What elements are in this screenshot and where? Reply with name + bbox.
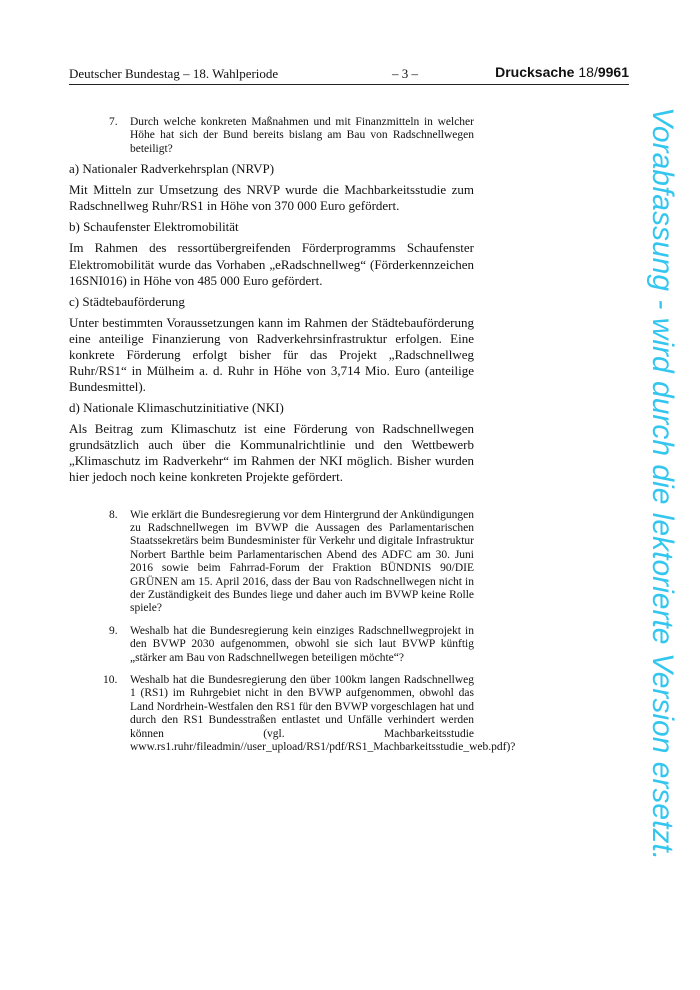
question-number: 7. [109, 116, 118, 128]
section-heading-d: d) Nationale Klimaschutzinitiative (NKI) [69, 400, 284, 416]
question-text: Durch welche konkreten Maßnahmen und mit Finanzmitteln in welcher Höhe hat sich der Bund bereits bislang am Bau von Radschnellwegen beteiligt? [130, 116, 474, 155]
question-text: Wie erklärt die Bundesregierung vor dem Hintergrund der Ankündigungen zu Radschnellwegen im BVWP die Aussagen des Parlamentarischen Staatssekretärs beim Bundesminister für Verkehr und digitale Infrastruktur Norbert Barthle beim Parlamentarischen Abend des ADFC am 30. Juni 2016 sowie beim Fahrrad-Forum der Fraktion BÜNDNIS 90/DIE GRÜNEN am 15. April 2016, dass der Bau von Radschnellwegen nicht in der Zuständigkeit des Bundes liege und daher auch im BVWP keine Rolle spiele? [130, 508, 474, 615]
header-publication: Deutscher Bundestag – 18. Wahlperiode [69, 66, 279, 81]
section-text-d: Als Beitrag zum Klimaschutz ist eine Förderung von Radschnellwegen grundsätzlich auch über die Kommunalrichtlinie und den Wettbewerb „Klimaschutz im Radverkehr“ im Rahmen der NKI möglich. Bisher wurden hier jedoch noch keine konkreten Projekte gefördert. [69, 421, 474, 485]
question-number: 9. [109, 624, 118, 637]
question-8 [69, 509, 474, 616]
section-heading-c: c) Städtebauförderung [69, 293, 185, 309]
header-document-id [495, 64, 629, 80]
document-body [69, 116, 516, 754]
page-header [69, 66, 629, 85]
header-doc-label: Drucksache [495, 64, 575, 80]
section-text-c: Unter bestimmten Voraussetzungen kann im Rahmen der Städtebauförderung eine anteilige Finanzierung von Radverkehrsinfrastruktur erfolgen. Eine konkrete Förderung erfolgt bisher für das Projekt „Radschnellweg Ruhr/RS1“ in Mülheim a. d. Ruhr in Höhe von 3,714 Mio. Euro (anteilige Bundesmittel). [69, 314, 474, 395]
header-page-number: – 3 – [392, 66, 418, 81]
question-10 [69, 674, 516, 754]
question-number: 10. [103, 674, 118, 686]
draft-watermark: Vorabfassung - wird durch die lektorierte Version ersetzt. [646, 107, 679, 861]
section-heading-b: b) Schaufenster Elektromobilität [69, 219, 239, 235]
section-text-b: Im Rahmen des ressortübergreifenden Förderprogramms Schaufenster Elektromobilität wurde das Vorhaben „eRadschnellweg“ (Förderkennzeichen 16SNI016) in Höhe von 485 000 Euro gefördert. [69, 240, 474, 288]
question-7 [69, 116, 474, 156]
section-text-a: Mit Mitteln zur Umsetzung des NRVP wurde die Machbarkeitsstudie zum Radschnellweg Ruhr/RS1 in Höhe von 370 000 Euro gefördert. [69, 182, 474, 214]
question-text: Weshalb hat die Bundesregierung den über 100km langen Radschnellweg 1 (RS1) im Ruhrgebiet nicht in den BVWP aufgenommen, obwohl das Land Nordrhein-Westfalen den RS1 für den BVWP vorgeschlagen hat und durch den RS1 Bundesstraßen entlastet und Unfälle verhindert werden können (vgl. Machbarkeitsstudie www.rs1.ruhr/fileadmin//user_upload/RS1/pdf/RS1_Machbarkeitsstudie_web.pdf)? [130, 674, 516, 754]
section-heading-a: a) Nationaler Radverkehrsplan (NRVP) [69, 161, 275, 177]
question-number: 8. [109, 508, 118, 521]
header-doc-number: 9961 [597, 64, 629, 80]
header-doc-period: 18/ [578, 64, 598, 80]
question-9 [69, 625, 474, 665]
question-text: Weshalb hat die Bundesregierung kein einziges Radschnellwegprojekt in den BVWP 2030 aufgenommen, obwohl sie sich laut BVWP künftig „stärker am Bau von Radschnellwegen beteiligen möchte“? [130, 624, 474, 664]
